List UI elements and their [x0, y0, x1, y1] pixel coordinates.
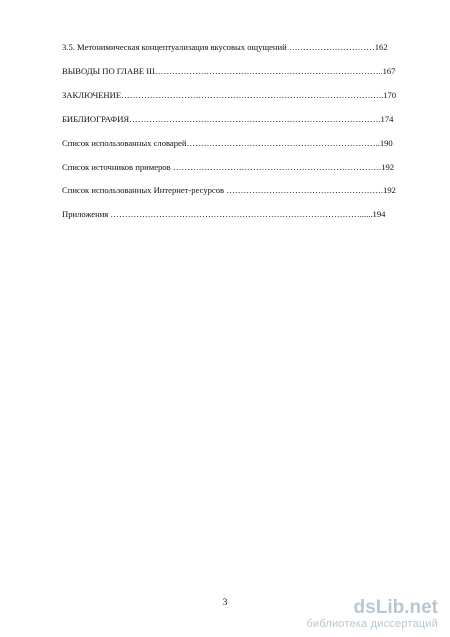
toc-entry: ЗАКЛЮЧЕНИЕ………………………………………………………………………………..170: [62, 90, 397, 100]
page-number: 3: [222, 598, 228, 608]
watermark-logo-main: dsLib: [353, 597, 405, 618]
toc-entry: Список использованных Интернет-ресурсов ……………………………………………….192: [62, 185, 396, 195]
toc-entry: Список источников примеров ……………………………………………………………….192: [62, 162, 395, 172]
toc-entry: ВЫВОДЫ ПО ГЛАВЕ III……………………………………………………………………..167: [62, 66, 396, 76]
watermark-logo-tld: .net: [404, 597, 438, 618]
watermark: [306, 598, 438, 631]
toc-entry: БИБЛИОГРАФИЯ…………………………………………………………………………….174: [62, 114, 394, 124]
toc-entry: Список использованных словарей…………………………………………………………..190: [62, 138, 393, 148]
watermark-subtitle: библиотека диссертаций: [306, 618, 438, 630]
toc-entry: Приложения ……………………………………………………………………………......194: [62, 209, 386, 219]
toc-entry: 3.5. Метонимическая концептуализация вкусовых ощущений …………………………162: [62, 42, 388, 52]
watermark-logo: [306, 598, 438, 618]
